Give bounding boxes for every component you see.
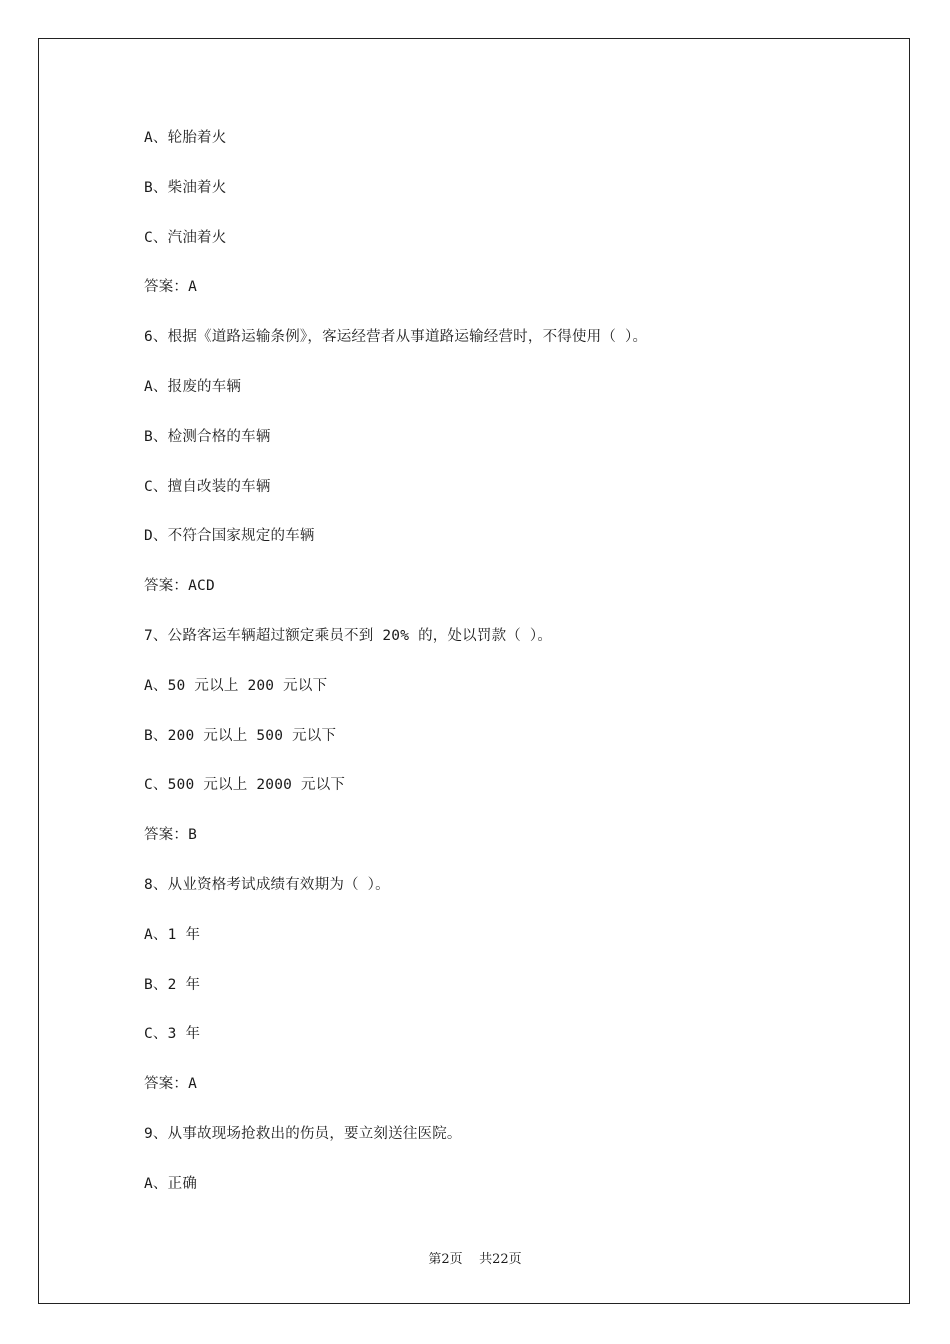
answer-line: 答案：A	[144, 1076, 198, 1093]
question-8: 8、从业资格考试成绩有效期为（ ）。	[144, 876, 390, 893]
answer-line: 答案：A	[144, 279, 198, 296]
document-body	[144, 127, 864, 1223]
question-9: 9、从事故现场抢救出的伤员，要立刻送往医院。	[144, 1125, 462, 1142]
option-b-line: B、200 元以上 500 元以下	[144, 727, 337, 744]
option-c-line: C、汽油着火	[144, 229, 227, 246]
option-b-line: B、柴油着火	[144, 179, 227, 196]
option-a-line: A、1 年	[144, 926, 201, 943]
option-d-line: D、不符合国家规定的车辆	[144, 528, 315, 545]
option-b-line: B、2 年	[144, 976, 201, 993]
option-c-line: C、擅自改装的车辆	[144, 478, 271, 495]
option-a-line: A、报废的车辆	[144, 378, 242, 395]
option-a-line: A、50 元以上 200 元以下	[144, 677, 328, 694]
page-number: 第2页	[428, 1252, 463, 1267]
page-total: 共22页	[479, 1252, 522, 1267]
page-footer	[0, 1248, 950, 1267]
option-b-line: B、检测合格的车辆	[144, 428, 271, 445]
answer-line: 答案：ACD	[144, 578, 215, 595]
footer-gap	[463, 1252, 480, 1267]
option-a-line: A、轮胎着火	[144, 130, 227, 146]
option-a-line: A、正确	[144, 1175, 198, 1192]
question-6: 6、根据《道路运输条例》，客运经营者从事道路运输经营时，不得使用（ ）。	[144, 329, 648, 346]
answer-line: 答案：B	[144, 827, 198, 844]
option-c-line: C、3 年	[144, 1026, 201, 1043]
question-7: 7、公路客运车辆超过额定乘员不到 20% 的，处以罚款（ ）。	[144, 627, 553, 644]
option-c-line: C、500 元以上 2000 元以下	[144, 777, 346, 794]
